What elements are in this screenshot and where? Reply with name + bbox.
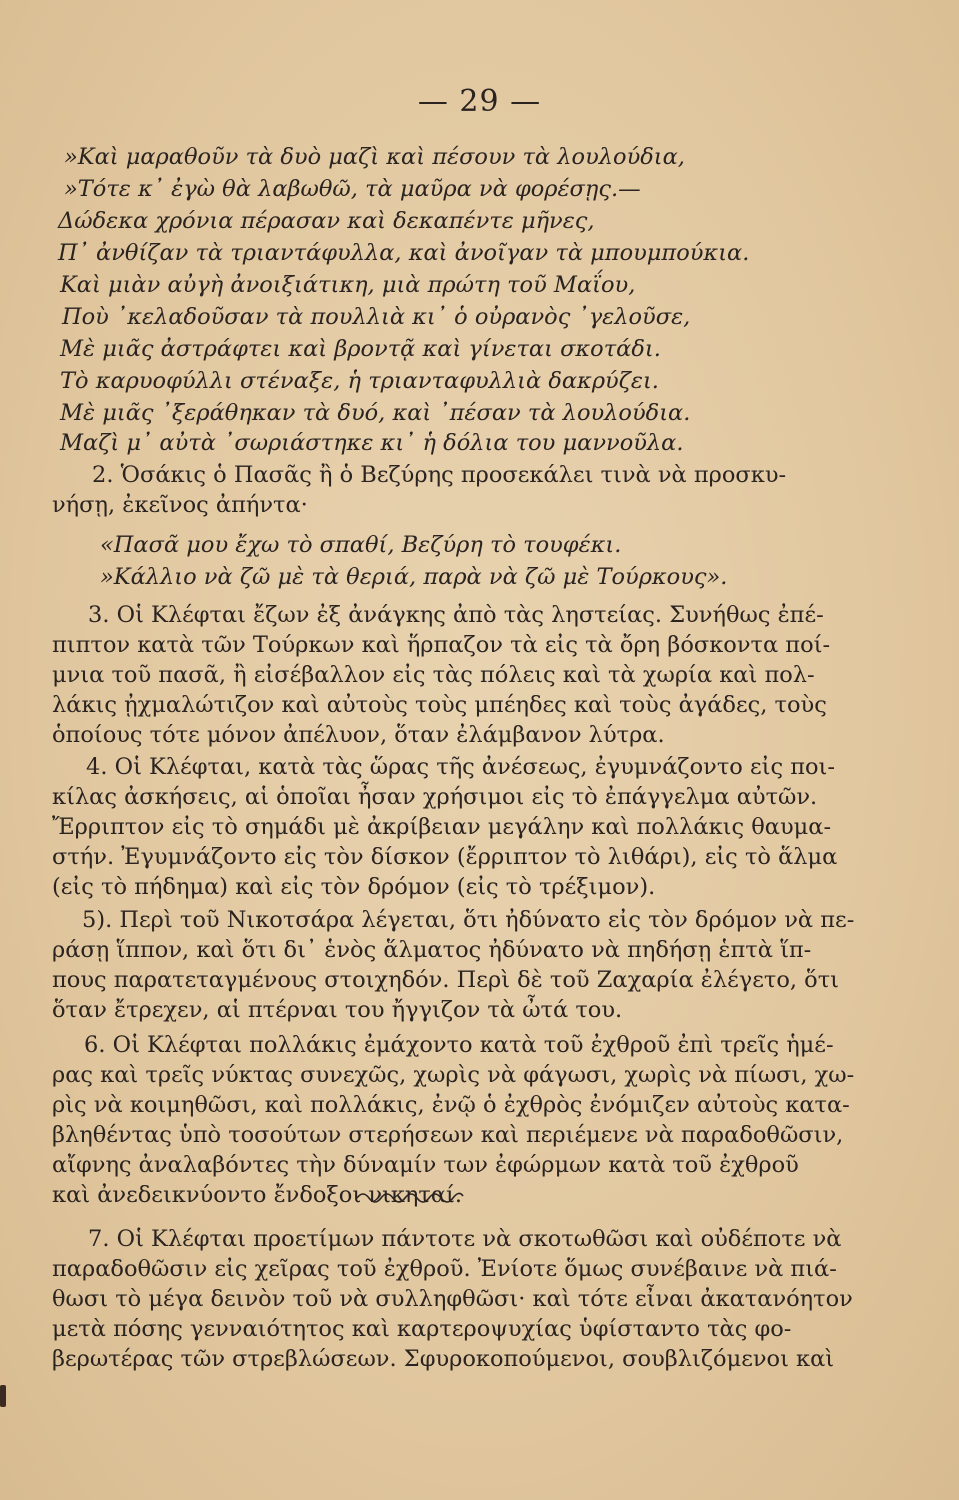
poem-line: «Πασᾶ μου ἔχω τὸ σπαθί, Βεζύρη τὸ τουφέκι. — [100, 532, 622, 558]
note-line: πιπτον κατὰ τῶν Τούρκων καὶ ἥρπαζον τὰ εἰς τὰ ὄρη βόσκοντα ποί- — [52, 632, 831, 658]
poem-line: Δώδεκα χρόνια πέρασαν καὶ δεκαπέντε μῆνες, — [58, 208, 595, 234]
note-line: αἴφνης ἀναλαβόντες τὴν δύναμίν των ἐφώρμων κατὰ τοῦ ἐχθροῦ — [52, 1152, 799, 1178]
poem-line: »Κάλλιο νὰ ζῶ μὲ τὰ θεριά, παρὰ νὰ ζῶ μὲ Τούρκους». — [100, 564, 728, 590]
note-line: (εἰς τὸ πήδημα) καὶ εἰς τὸν δρόμον (εἰς τὸ τρέξιμον). — [52, 874, 656, 900]
poem-line: Καὶ μιὰν αὐγὴ ἀνοιξιάτικη, μιὰ πρώτη τοῦ Μαΐου, — [60, 272, 636, 298]
note-line: καὶ ἀνεδεικνύοντο ἔνδοξοι νικηταί. — [52, 1182, 462, 1208]
note-line: μνια τοῦ πασᾶ, ἢ εἰσέβαλλον εἰς τὰς πόλεις καὶ τὰ χωρία καὶ πολ- — [52, 662, 815, 688]
note-line: ρας καὶ τρεῖς νύκτας συνεχῶς, χωρὶς νὰ φάγωσι, χωρὶς νὰ πίωσι, χω- — [52, 1062, 855, 1088]
note-line: βληθέντας ὑπὸ τοσούτων στερήσεων καὶ περιέμενε νὰ παραδοθῶσιν, — [52, 1122, 844, 1148]
note-line: ράσῃ ἵππον, καὶ ὅτι δι᾽ ἑνὸς ἅλματος ἠδύνατο νὰ πηδήσῃ ἑπτὰ ἵπ- — [52, 937, 812, 963]
note-line: ρὶς νὰ κοιμηθῶσι, καὶ πολλάκις, ἐνῷ ὁ ἐχθρὸς ἐνόμιζεν αὐτοὺς κατα- — [52, 1092, 850, 1118]
section-divider-ornament — [355, 1188, 465, 1208]
note-line: μετὰ πόσης γενναιότητος καὶ καρτεροψυχίας ὑφίσταντο τὰς φο- — [52, 1316, 792, 1342]
note-line: ὅταν ἔτρεχεν, αἱ πτέρναι του ἤγγιζον τὰ ὦτά του. — [52, 997, 623, 1023]
poem-line: Μὲ μιᾶς ἀστράφτει καὶ βροντᾷ καὶ γίνεται σκοτάδι. — [60, 336, 661, 362]
note-line: πους παρατεταγμένους στοιχηδόν. Περὶ δὲ τοῦ Ζαχαρία ἐλέγετο, ὅτι — [52, 967, 839, 993]
note-line: παραδοθῶσιν εἰς χεῖρας τοῦ ἐχθροῦ. Ἐνίοτε ὅμως συνέβαινε νὰ πιά- — [52, 1256, 837, 1282]
paper-mark — [0, 1385, 6, 1407]
note-line: θωσι τὸ μέγα δεινὸν τοῦ νὰ συλληφθῶσι· καὶ τότε εἶναι ἀκατανόητον — [52, 1286, 853, 1312]
note-line: 5). Περὶ τοῦ Νικοτσάρα λέγεται, ὅτι ἠδύνατο εἰς τὸν δρόμον νὰ πε- — [82, 907, 855, 933]
poem-line: Τὸ καρυοφύλλι στέναξε, ἡ τριανταφυλλιὰ δακρύζει. — [60, 368, 659, 394]
note-line: στήν. Ἐγυμνάζοντο εἰς τὸν δίσκον (ἔρριπτον τὸ λιθάρι), εἰς τὸ ἅλμα — [52, 844, 838, 870]
note-line: λάκις ᾐχμαλώτιζον καὶ αὐτοὺς τοὺς μπέηδες καὶ τοὺς ἀγάδες, τοὺς — [52, 692, 827, 718]
note-line: 7. Οἱ Κλέφται προετίμων πάντοτε νὰ σκοτωθῶσι καὶ οὐδέποτε νὰ — [88, 1226, 842, 1252]
page-number: — 29 — — [417, 84, 542, 119]
note-line: 2. Ὁσάκις ὁ Πασᾶς ἢ ὁ Βεζύρης προσεκάλει τινὰ νὰ προσκυ- — [92, 462, 787, 488]
poem-line: »Καὶ μαραθοῦν τὰ δυὸ μαζὶ καὶ πέσουν τὰ λουλούδια, — [64, 144, 685, 170]
poem-line: Ποὺ ᾽κελαδοῦσαν τὰ πουλλιὰ κι᾽ ὁ οὐρανὸς ᾽γελοῦσε, — [62, 304, 691, 330]
note-line: βερωτέρας τῶν στρεβλώσεων. Σφυροκοπούμενοι, σουβλιζόμενοι καὶ — [52, 1346, 835, 1372]
note-line: 6. Οἱ Κλέφται πολλάκις ἐμάχοντο κατὰ τοῦ ἐχθροῦ ἐπὶ τρεῖς ἡμέ- — [84, 1032, 834, 1058]
note-line: κίλας ἀσκήσεις, αἱ ὁποῖαι ἦσαν χρήσιμοι εἰς τὸ ἐπάγγελμα αὐτῶν. — [52, 784, 818, 810]
note-line: 4. Οἱ Κλέφται, κατὰ τὰς ὥρας τῆς ἀνέσεως, ἐγυμνάζοντο εἰς ποι- — [86, 754, 835, 780]
poem-line: Π᾽ ἀνθίζαν τὰ τριαντάφυλλα, καὶ ἀνοῖγαν τὰ μπουμπούκια. — [58, 240, 750, 266]
poem-line: Μὲ μιᾶς ᾽ξεράθηκαν τὰ δυό, καὶ ᾽πέσαν τὰ λουλούδια. — [60, 400, 691, 426]
note-line: 3. Οἱ Κλέφται ἔζων ἐξ ἀνάγκης ἀπὸ τὰς ληστείας. Συνήθως ἐπέ- — [88, 602, 824, 628]
poem-line: Μαζὶ μ᾽ αὐτὰ ᾽σωριάστηκε κι᾽ ἡ δόλια του μαννοῦλα. — [60, 430, 684, 456]
note-line: νήσῃ, ἐκεῖνος ἀπήντα· — [52, 492, 308, 518]
poem-line: »Τότε κ᾽ ἐγὼ θὰ λαβωθῶ, τὰ μαῦρα νὰ φορέσῃς.— — [64, 176, 641, 202]
note-line: Ἔρριπτον εἰς τὸ σημάδι μὲ ἀκρίβειαν μεγάλην καὶ πολλάκις θαυμα- — [52, 814, 832, 840]
note-line: ὁποίους τότε μόνον ἀπέλυον, ὅταν ἐλάμβανον λύτρα. — [52, 722, 665, 748]
